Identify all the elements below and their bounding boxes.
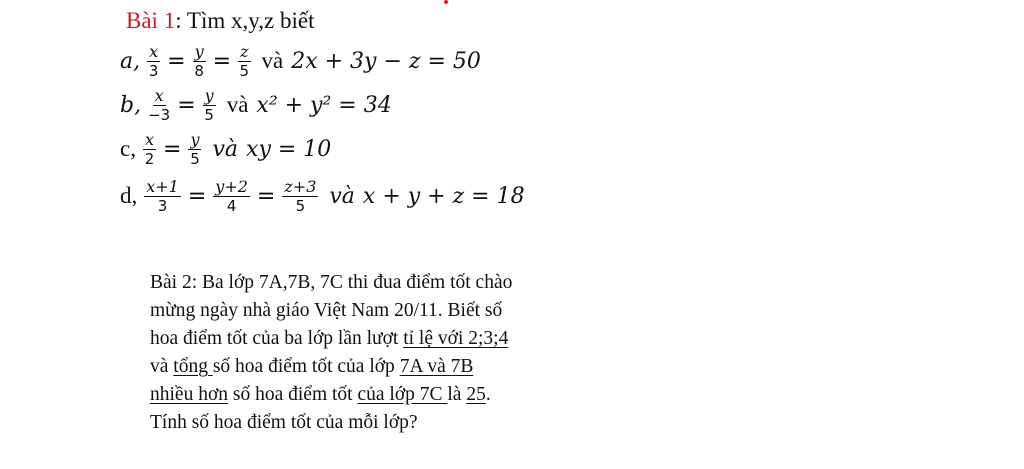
- problem-d-condition: x + y + z = 18: [362, 183, 525, 209]
- exercise-2-line-1: Bài 2: Ba lớp 7A,7B, 7C thi đua điểm tốt chào: [150, 272, 513, 293]
- problem-c-condition: xy = 10: [246, 136, 332, 162]
- exercise-2-line-2: mừng ngày nhà giáo Việt Nam 20/11. Biết số: [150, 300, 503, 321]
- underlined-classes: 7A và 7B: [399, 356, 474, 377]
- and-word: và: [329, 183, 355, 209]
- exercise-2-line-5: nhiều hơn số hoa điểm tốt của lớp 7C là 25.: [150, 384, 491, 405]
- underlined-25: 25: [466, 384, 486, 405]
- fraction-y-5: $\frac{y}{5}$: [204, 85, 214, 124]
- equals-sign: =: [256, 183, 276, 209]
- underlined-more-than: nhiều hơn: [150, 384, 229, 405]
- fraction-x1-3: $\frac{x+1}{3}$: [146, 176, 179, 215]
- exercise-1-title-text: : Tìm x,y,z biết: [175, 8, 315, 33]
- fraction-y-8: $\frac{y}{8}$: [194, 41, 204, 80]
- problem-c: [120, 129, 331, 169]
- problem-a-condition: 2x + 3y − z = 50: [291, 48, 481, 74]
- underlined-ratio: tỉ lệ với 2;3;4: [403, 328, 509, 349]
- underlined-total: tổng: [173, 356, 213, 377]
- fraction-y2-4: $\frac{y+2}{4}$: [215, 176, 248, 215]
- equals-sign: =: [177, 92, 196, 118]
- problem-d: [120, 176, 525, 216]
- underlined-class-7c: của lớp 7C: [357, 384, 448, 405]
- and-word: và: [212, 136, 239, 162]
- equals-sign: =: [163, 136, 182, 162]
- and-word: và: [226, 92, 249, 117]
- equals-sign: =: [167, 48, 186, 74]
- problem-c-prefix: c,: [120, 136, 136, 161]
- exercise-2-line-4: và tổng số hoa điểm tốt của lớp 7A và 7B: [150, 356, 474, 377]
- problem-d-prefix: d,: [120, 183, 138, 208]
- fraction-x-neg3: $\frac{x}{-3}$: [148, 85, 171, 124]
- exercise-2-line-6: Tính số hoa điểm tốt của mỗi lớp?: [150, 412, 418, 433]
- equals-sign: =: [187, 183, 207, 209]
- problem-b: [120, 85, 392, 125]
- problem-b-prefix: b,: [120, 92, 142, 118]
- exercise-2-paragraph: [150, 269, 620, 437]
- problem-a-prefix: a,: [120, 48, 141, 74]
- exercise-1-label: Bài 1: [126, 8, 176, 33]
- exercise-1-title: [126, 8, 314, 34]
- problem-a: [120, 41, 481, 81]
- and-word: và: [261, 48, 284, 73]
- exercise-2-line-3: hoa điểm tốt của ba lớp lần lượt tỉ lệ với 2;3;4: [150, 328, 509, 349]
- fraction-y-5: $\frac{y}{5}$: [190, 129, 200, 168]
- equals-sign: =: [212, 48, 232, 74]
- fraction-z-5: $\frac{z}{5}$: [239, 41, 250, 80]
- problem-b-condition: x² + y² = 34: [256, 92, 392, 118]
- fraction-x-2: $\frac{x}{2}$: [144, 129, 155, 168]
- fraction-z3-5: $\frac{z+3}{5}$: [284, 176, 317, 215]
- red-mark: [444, 0, 448, 4]
- fraction-x-3: $\frac{x}{3}$: [148, 41, 159, 80]
